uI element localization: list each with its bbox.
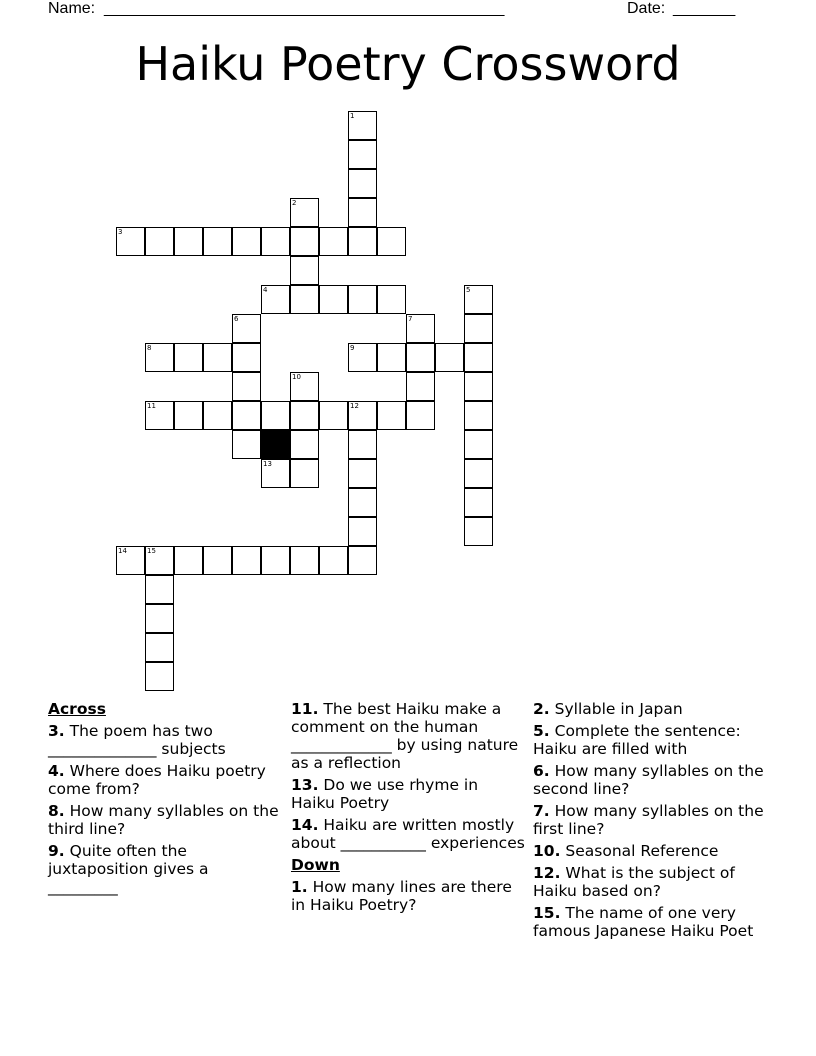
grid-cell[interactable] bbox=[145, 575, 174, 604]
clue-number-label: 8 bbox=[147, 344, 152, 352]
grid-cell[interactable] bbox=[464, 343, 493, 372]
clue-number: 1. bbox=[291, 878, 308, 896]
clue-text: Do we use rhyme in Haiku Poetry bbox=[291, 776, 479, 812]
grid-cell[interactable] bbox=[464, 517, 493, 546]
grid-cell[interactable] bbox=[290, 430, 319, 459]
clue-text: How many syllables on the third line? bbox=[48, 802, 279, 838]
grid-cell[interactable] bbox=[232, 227, 261, 256]
grid-cell[interactable] bbox=[348, 401, 377, 430]
grid-cell[interactable] bbox=[203, 227, 232, 256]
page-title: Haiku Poetry Crossword bbox=[135, 37, 681, 91]
clue-number: 5. bbox=[533, 722, 550, 740]
clue-number-label: 14 bbox=[118, 547, 127, 555]
clue-across-14 bbox=[291, 816, 526, 852]
grid-cell[interactable] bbox=[290, 256, 319, 285]
grid-cell[interactable] bbox=[145, 604, 174, 633]
grid-cell[interactable] bbox=[377, 343, 406, 372]
grid-cell[interactable] bbox=[464, 314, 493, 343]
grid-cell[interactable] bbox=[290, 401, 319, 430]
date-label: Date: bbox=[627, 0, 666, 17]
grid-cell[interactable] bbox=[348, 140, 377, 169]
grid-cell[interactable] bbox=[290, 546, 319, 575]
clue-number: 12. bbox=[533, 864, 561, 882]
grid-cell[interactable] bbox=[174, 546, 203, 575]
grid-cell[interactable] bbox=[203, 401, 232, 430]
clues-column-2 bbox=[291, 700, 526, 918]
grid-cell[interactable] bbox=[174, 343, 203, 372]
clue-text: How many syllables on the second line? bbox=[533, 762, 764, 798]
clue-number: 4. bbox=[48, 762, 65, 780]
clue-number: 9. bbox=[48, 842, 65, 860]
grid-cell[interactable] bbox=[261, 401, 290, 430]
grid-cell[interactable] bbox=[319, 285, 348, 314]
clue-text: Seasonal Reference bbox=[565, 842, 719, 860]
grid-cell[interactable] bbox=[348, 227, 377, 256]
clue-number-label: 5 bbox=[466, 286, 471, 294]
clue-number: 14. bbox=[291, 816, 319, 834]
clue-text: Syllable in Japan bbox=[554, 700, 683, 718]
clue-number: 15. bbox=[533, 904, 561, 922]
grid-cell[interactable] bbox=[348, 430, 377, 459]
clue-down-6 bbox=[533, 762, 768, 798]
grid-cell[interactable] bbox=[406, 314, 435, 343]
grid-cell[interactable] bbox=[377, 227, 406, 256]
clue-number-label: 11 bbox=[147, 402, 156, 410]
grid-cell[interactable] bbox=[348, 488, 377, 517]
grid-cell[interactable] bbox=[232, 372, 261, 401]
grid-cell[interactable] bbox=[261, 227, 290, 256]
grid-cell[interactable] bbox=[464, 430, 493, 459]
grid-cell[interactable] bbox=[464, 372, 493, 401]
clue-number: 8. bbox=[48, 802, 65, 820]
clue-number-label: 9 bbox=[350, 344, 355, 352]
clue-number: 6. bbox=[533, 762, 550, 780]
clue-text: The name of one very famous Japanese Haiku Poet bbox=[533, 904, 754, 940]
clue-number-label: 7 bbox=[408, 315, 413, 323]
grid-cell[interactable] bbox=[290, 459, 319, 488]
clue-number-label: 4 bbox=[263, 286, 268, 294]
clue-number: 3. bbox=[48, 722, 65, 740]
clue-across-11 bbox=[291, 700, 526, 772]
clue-down-2 bbox=[533, 700, 768, 718]
grid-cell[interactable] bbox=[145, 633, 174, 662]
clue-across-3 bbox=[48, 722, 283, 758]
grid-cell[interactable] bbox=[406, 401, 435, 430]
clue-number-label: 3 bbox=[118, 228, 123, 236]
grid-cell[interactable] bbox=[116, 546, 145, 575]
clue-down-15 bbox=[533, 904, 768, 940]
grid-cell[interactable] bbox=[290, 285, 319, 314]
grid-cell[interactable] bbox=[435, 343, 464, 372]
grid-cell[interactable] bbox=[261, 285, 290, 314]
grid-cell[interactable] bbox=[261, 459, 290, 488]
clue-down-10 bbox=[533, 842, 768, 860]
grid-cell[interactable] bbox=[232, 343, 261, 372]
grid-cell[interactable] bbox=[290, 198, 319, 227]
clue-number: 2. bbox=[533, 700, 550, 718]
clue-number-label: 1 bbox=[350, 112, 355, 120]
grid-cell[interactable] bbox=[174, 401, 203, 430]
down-heading: Down bbox=[291, 856, 340, 874]
clue-number: 7. bbox=[533, 802, 550, 820]
grid-cell[interactable] bbox=[232, 314, 261, 343]
grid-cell[interactable] bbox=[348, 459, 377, 488]
grid-cell[interactable] bbox=[348, 169, 377, 198]
grid-cell[interactable] bbox=[319, 401, 348, 430]
clue-text: How many lines are there in Haiku Poetry? bbox=[291, 878, 512, 914]
clue-number-label: 12 bbox=[350, 402, 359, 410]
grid-cell[interactable] bbox=[464, 401, 493, 430]
date-field[interactable]: _______ bbox=[673, 0, 736, 17]
grid-cell[interactable] bbox=[145, 662, 174, 691]
grid-cell[interactable] bbox=[290, 227, 319, 256]
grid-cell[interactable] bbox=[145, 401, 174, 430]
black-square bbox=[261, 430, 290, 459]
clue-number: 10. bbox=[533, 842, 561, 860]
clue-text: Complete the sentence: Haiku are filled with bbox=[533, 722, 741, 758]
grid-cell[interactable] bbox=[116, 227, 145, 256]
clue-text: Haiku are written mostly about ___________ experiences bbox=[291, 816, 525, 852]
clue-text: The poem has two ______________ subjects bbox=[48, 722, 226, 758]
grid-cell[interactable] bbox=[348, 111, 377, 140]
grid-cell[interactable] bbox=[348, 285, 377, 314]
clue-number-label: 10 bbox=[292, 373, 301, 381]
clue-number-label: 13 bbox=[263, 460, 272, 468]
grid-cell[interactable] bbox=[232, 401, 261, 430]
clue-number-label: 15 bbox=[147, 547, 156, 555]
clue-number: 11. bbox=[291, 700, 319, 718]
grid-cell[interactable] bbox=[348, 198, 377, 227]
across-heading: Across bbox=[48, 700, 106, 718]
grid-cell[interactable] bbox=[464, 488, 493, 517]
grid-cell[interactable] bbox=[348, 343, 377, 372]
grid-cell[interactable] bbox=[406, 343, 435, 372]
clue-text: Quite often the juxtaposition gives a _________ bbox=[48, 842, 209, 896]
clue-text: Where does Haiku poetry come from? bbox=[48, 762, 266, 798]
grid-cell[interactable] bbox=[232, 430, 261, 459]
clue-text: The best Haiku make a comment on the human _____________ by using nature as a reflection bbox=[291, 700, 519, 772]
grid-cell[interactable] bbox=[348, 517, 377, 546]
grid-cell[interactable] bbox=[232, 546, 261, 575]
grid-cell[interactable] bbox=[203, 546, 232, 575]
grid-cell[interactable] bbox=[145, 227, 174, 256]
name-label: Name: bbox=[48, 0, 96, 17]
clue-text: What is the subject of Haiku based on? bbox=[533, 864, 735, 900]
clue-across-8 bbox=[48, 802, 283, 838]
clue-text: How many syllables on the first line? bbox=[533, 802, 764, 838]
grid-cell[interactable] bbox=[348, 546, 377, 575]
clue-down-7 bbox=[533, 802, 768, 838]
clue-down-12 bbox=[533, 864, 768, 900]
grid-cell[interactable] bbox=[290, 372, 319, 401]
clues-column-1 bbox=[48, 700, 283, 900]
grid-cell[interactable] bbox=[145, 343, 174, 372]
grid-cell[interactable] bbox=[203, 343, 232, 372]
clue-number: 13. bbox=[291, 776, 319, 794]
clue-across-4 bbox=[48, 762, 283, 798]
grid-cell[interactable] bbox=[261, 546, 290, 575]
grid-cell[interactable] bbox=[377, 285, 406, 314]
grid-cell[interactable] bbox=[145, 546, 174, 575]
grid-cell[interactable] bbox=[464, 459, 493, 488]
grid-cell[interactable] bbox=[319, 227, 348, 256]
name-field[interactable]: _____________________________________________ bbox=[104, 0, 505, 17]
grid-cell[interactable] bbox=[174, 227, 203, 256]
grid-cell[interactable] bbox=[319, 546, 348, 575]
clue-number-label: 2 bbox=[292, 199, 297, 207]
grid-cell[interactable] bbox=[377, 401, 406, 430]
grid-cell[interactable] bbox=[406, 372, 435, 401]
clue-down-1 bbox=[291, 878, 526, 914]
clue-across-9 bbox=[48, 842, 283, 896]
clue-down-5 bbox=[533, 722, 768, 758]
clue-number-label: 6 bbox=[234, 315, 239, 323]
clues-column-3 bbox=[533, 700, 768, 944]
grid-cell[interactable] bbox=[464, 285, 493, 314]
clue-across-13 bbox=[291, 776, 526, 812]
